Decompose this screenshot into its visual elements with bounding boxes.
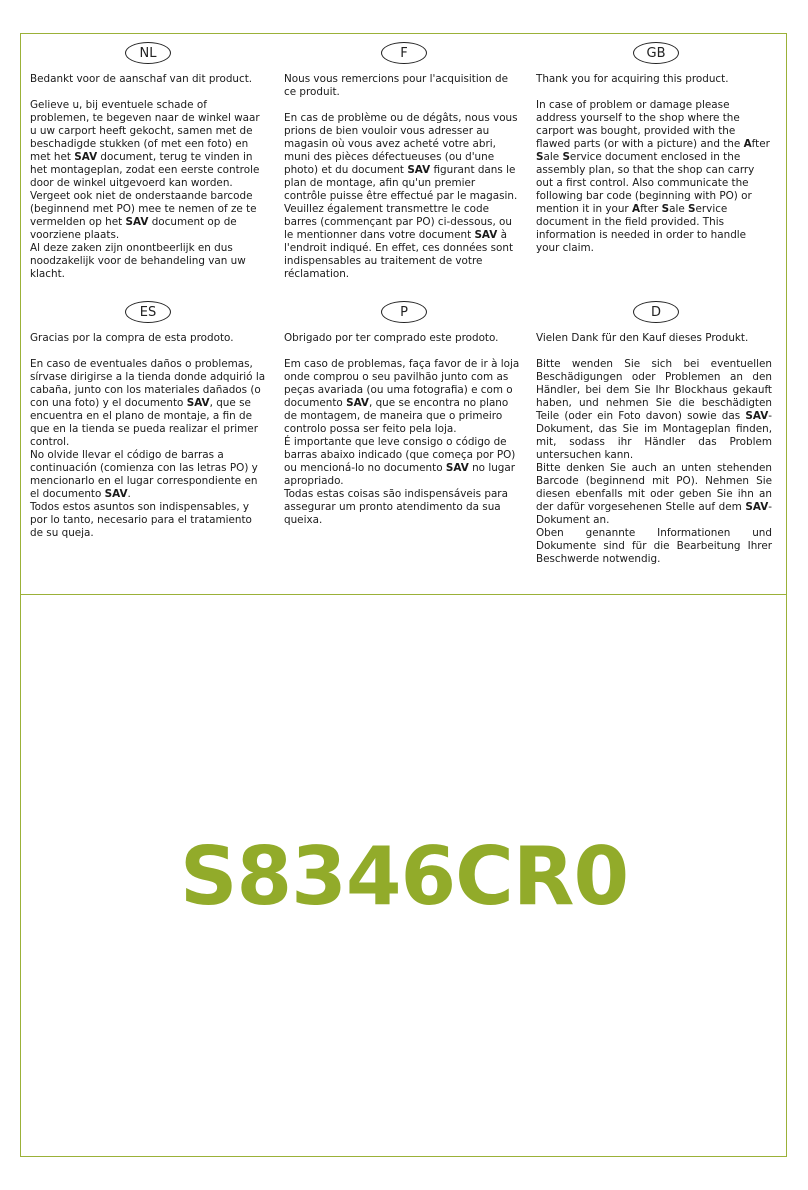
text: En caso de eventuales daños o problemas, sírvase dirigirse a la tienda donde adquirió la cabaña, junto con los materiales dañados (o con una foto) y el documento bbox=[30, 358, 269, 409]
text: , que se encontra no plano de montagem, de maneira que o primeiro controlo possa ser feito pela loja. bbox=[284, 397, 512, 435]
paragraph-de-3: Oben genannte Informationen und Dokumente sind für die Bearbeitung Ihrer Beschwerde notwendig. bbox=[536, 527, 776, 565]
initial: S bbox=[661, 203, 670, 215]
paragraph-fr bbox=[284, 112, 520, 281]
paragraph-de-1 bbox=[536, 358, 776, 462]
sav-label: SAV bbox=[186, 397, 210, 409]
text: ervice document in the field provided. This information is needed in order to handle your claim. bbox=[536, 203, 750, 254]
text: Bitte wenden Sie sich bei eventuellen Beschädigungen oder Problemen an den Händler, bei dem Sie Ihr Blockhaus gekauft haben, und nehmen Sie die beschädigten Teile (oder ein Foto davon) sowie das bbox=[536, 358, 776, 422]
text: fter bbox=[751, 138, 774, 150]
sav-label: SAV bbox=[346, 397, 369, 409]
section-divider bbox=[20, 594, 787, 595]
sav-label: SAV bbox=[125, 216, 149, 228]
intro-fr: Nous vous remercions pour l'acquisition de ce produit. bbox=[284, 73, 512, 98]
text: ale bbox=[669, 203, 689, 215]
sav-label: SAV bbox=[474, 229, 498, 241]
lang-badge-de: D bbox=[633, 301, 679, 323]
initial: S bbox=[562, 151, 570, 163]
text: , que se encuentra en el plano de montaje, a fin de que en la tienda se pueda realizar el primer control. bbox=[30, 397, 262, 448]
text: En cas de problème ou de dégâts, nous vous prions de bien vouloir vous adresser au magasin où vous avez acheté votre abri, muni des pièces défectueuses (ou d'une photo) et du document bbox=[284, 112, 521, 176]
initial: A bbox=[632, 203, 641, 215]
initial: S bbox=[688, 203, 696, 215]
text: no lugar apropriado. bbox=[284, 462, 519, 487]
paragraph-nl bbox=[30, 99, 266, 242]
text: -Dokument, das Sie im Montageplan finden, mit, sodass ihr Händler das Problem untersuchen kann. bbox=[536, 410, 776, 461]
text: ervice document enclosed in the assembly plan, so that the shop can carry out a first control. Also communicate the following bar code (beginning with PO) or mention it in your bbox=[536, 151, 758, 215]
sav-label: SAV bbox=[445, 462, 469, 474]
text-block-de bbox=[536, 332, 776, 579]
text: document, terug te vinden in het montageplan, zodat een eerste controle door de winkel uitgevoerd kan worden. Vergeet ook niet de onderstaande barcode (beginnend met PO) mee te nemen of ze te vermelden op het bbox=[30, 151, 263, 228]
sav-label: SAV bbox=[104, 488, 128, 500]
sav-label: SAV bbox=[745, 410, 769, 422]
intro-es: Gracias por la compra de esta prodoto. bbox=[30, 332, 234, 344]
lang-badge-pt: P bbox=[381, 301, 427, 323]
text: document op de voorziene plaats. bbox=[30, 216, 240, 241]
lang-badge-nl: NL bbox=[125, 42, 171, 64]
text: -Dokument an. bbox=[536, 501, 772, 526]
text: fter bbox=[640, 203, 662, 215]
text-block-fr bbox=[284, 73, 520, 294]
paragraph-es-1 bbox=[30, 358, 269, 449]
text: No olvide llevar el código de barras a continuación (comienza con las letras PO) y mencionarlo en el lugar correspondiente en el documento bbox=[30, 449, 262, 500]
lang-badge-fr: F bbox=[381, 42, 427, 64]
text: . bbox=[127, 488, 131, 500]
closing-nl: Al deze zaken zijn onontbeerlijk en dus noodzakelijk voor de behandeling van uw klacht. bbox=[30, 242, 250, 280]
sav-label: SAV bbox=[74, 151, 98, 163]
paragraph-pt-3: Todas estas coisas são indispensáveis para assegurar um pronto atendimento da sua queixa. bbox=[284, 488, 512, 526]
text-block-pt bbox=[284, 332, 523, 540]
sav-label: SAV bbox=[407, 164, 431, 176]
paragraph-gb bbox=[536, 99, 772, 255]
intro-nl: Bedankt voor de aanschaf van dit product. bbox=[30, 73, 253, 85]
paragraph-es-2 bbox=[30, 449, 266, 501]
paragraph-pt-1 bbox=[284, 358, 523, 436]
intro-gb: Thank you for acquiring this product. bbox=[536, 73, 729, 85]
text: É importante que leve consigo o código de barras abaixo indicado (que começa por PO) ou mencioná-lo no documento bbox=[284, 436, 519, 474]
intro-de: Vielen Dank für den Kauf dieses Produkt. bbox=[536, 332, 749, 344]
initial: A bbox=[743, 138, 752, 150]
paragraph-es-3: Todos estos asuntos son indispensables, y por lo tanto, necesario para el tratamiento de su queja. bbox=[30, 501, 256, 539]
text: In case of problem or damage please address yourself to the shop where the carport was bought, provided with the flawed parts (or with a picture) and the bbox=[536, 99, 744, 150]
text: figurant dans le plan de montage, afin qu'un premier contrôle puisse être effectué par le magasin. Veuillez également transmettre le code barres (commençant par PO) ci-dessous, ou le mentionner dans votre document bbox=[284, 164, 521, 241]
paragraph-pt-2 bbox=[284, 436, 520, 488]
paragraph-de-2 bbox=[536, 462, 776, 527]
text-block-es bbox=[30, 332, 269, 553]
lang-badge-gb: GB bbox=[633, 42, 679, 64]
initial: S bbox=[536, 151, 544, 163]
text-block-nl bbox=[30, 73, 266, 294]
text: Em caso de problemas, faça favor de ir à loja onde comprou o seu pavilhão junto com as peças avariada (ou uma fotografia) e com o documento bbox=[284, 358, 523, 409]
text: Bitte denken Sie auch an unten stehenden Barcode (beginnend mit PO). Nehmen Sie diesen ebenfalls mit oder geben Sie ihn an der dafür vorgesehenen Stelle auf dem bbox=[536, 462, 776, 513]
text-block-gb bbox=[536, 73, 772, 268]
text: ale bbox=[543, 151, 563, 163]
lang-badge-es: ES bbox=[125, 301, 171, 323]
sav-label: SAV bbox=[745, 501, 769, 513]
intro-pt: Obrigado por ter comprado este prodoto. bbox=[284, 332, 499, 344]
text: à l'endroit indiqué. En effet, ces données sont indispensables au traitement de votre réclamation. bbox=[284, 229, 517, 280]
text: Gelieve u, bij eventuele schade of problemen, te begeven naar de winkel waar u uw carport heeft gekocht, samen met de beschadigde stukken (of met een foto) en met het bbox=[30, 99, 263, 163]
product-code: S8346CR0 bbox=[179, 830, 629, 923]
